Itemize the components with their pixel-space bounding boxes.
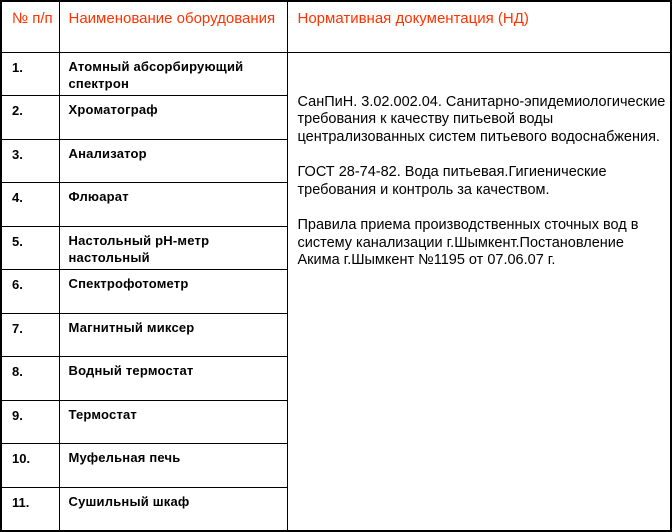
equipment-name: Спектрофотометр: [59, 270, 287, 314]
header-normative-docs: Нормативная документация (НД): [287, 1, 671, 52]
equipment-name: Атомный абсорбирующий спектрон: [59, 52, 287, 96]
equipment-name: Сушильный шкаф: [59, 487, 287, 531]
row-number: 11.: [1, 487, 59, 531]
row-number: 2.: [1, 96, 59, 140]
equipment-name: Муфельная печь: [59, 444, 287, 488]
row-number: 5.: [1, 226, 59, 270]
row-number: 7.: [1, 313, 59, 357]
equipment-name: Флюарат: [59, 183, 287, 227]
table-header-row: [1, 1, 671, 52]
row-number: 4.: [1, 183, 59, 227]
normative-docs-cell: [287, 52, 671, 531]
equipment-name: Анализатор: [59, 139, 287, 183]
row-number: 6.: [1, 270, 59, 314]
header-number: № п/п: [1, 1, 59, 52]
row-number: 1.: [1, 52, 59, 96]
row-number: 9.: [1, 400, 59, 444]
doc-rules: Правила приема производственных сточных вод в систему канализации г.Шымкент.Постановление Акима г.Шымкент №1195 от 07.06.07 г.: [297, 217, 639, 268]
equipment-name: Термостат: [59, 400, 287, 444]
equipment-name: Хроматограф: [59, 96, 287, 140]
doc-gost: ГОСТ 28-74-82. Вода питьевая.Гигиенические требования и контроль за качеством.: [297, 164, 607, 198]
row-number: 8.: [1, 357, 59, 401]
table-row: [1, 52, 671, 96]
equipment-name: Магнитный миксер: [59, 313, 287, 357]
header-equipment-name: Наименование оборудования: [59, 1, 287, 52]
doc-sanpin: СанПиН. 3.02.002.04. Санитарно-эпидемиологические требования к качеству питьевой воды централизованных систем питьевого водоснабжения.: [297, 93, 666, 145]
row-number: 3.: [1, 139, 59, 183]
equipment-name: Настольный pH-метр настольный: [59, 226, 287, 270]
equipment-name: Водный термостат: [59, 357, 287, 401]
row-number: 10.: [1, 444, 59, 488]
